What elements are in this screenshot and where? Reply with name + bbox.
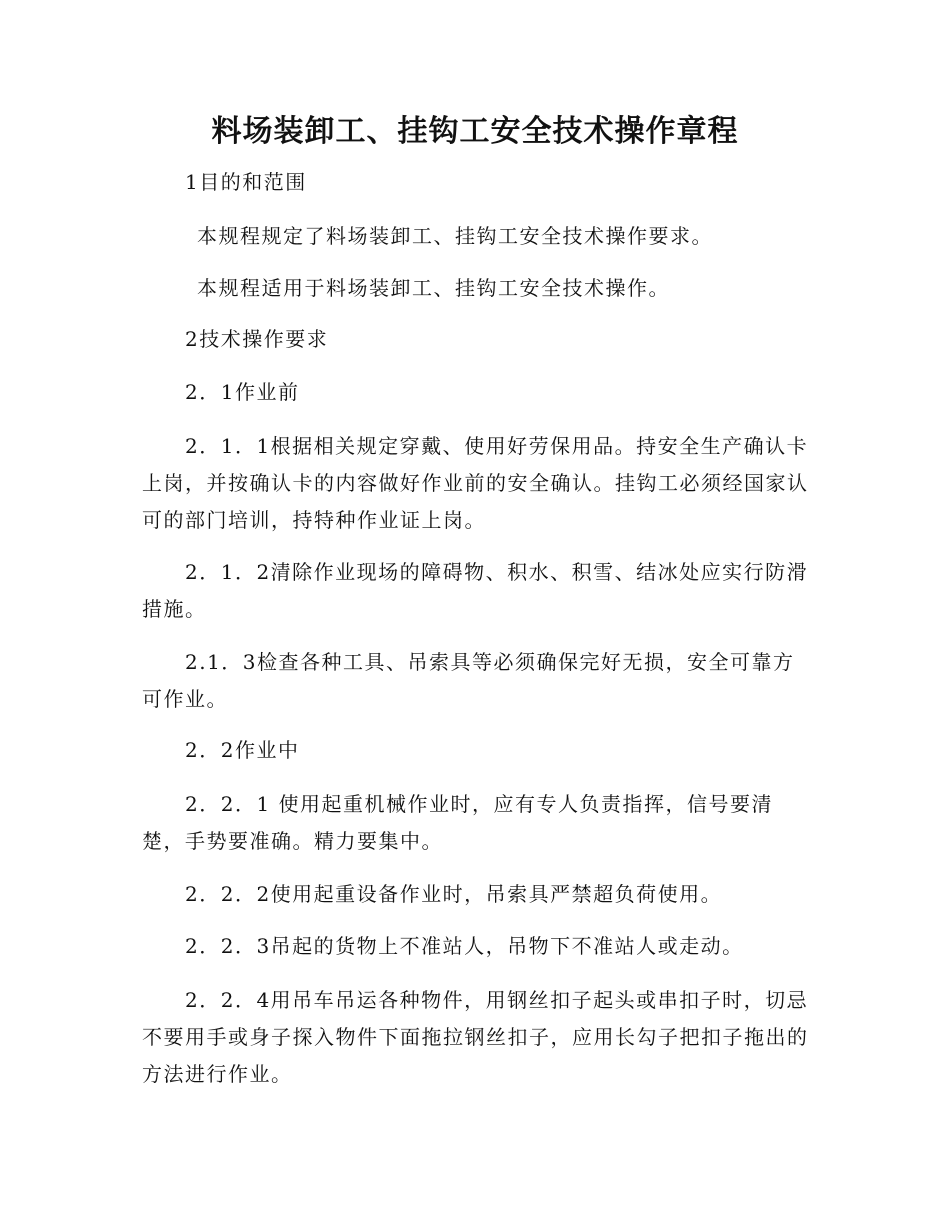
paragraph-2-1-1: 2．1．1根据相关规定穿戴、使用好劳保用品。持安全生产确认卡上岗，并按确认卡的内容做好作业前的安全确认。挂钩工必须经国家认可的部门培训，持特种作业证上岗。 (142, 434, 809, 532)
section-heading-requirements: 2技术操作要求 (185, 327, 329, 351)
subsection-heading-during-work: 2．2作业中 (185, 738, 300, 762)
paragraph-2-1-2: 2．1．2清除作业现场的障碍物、积水、积雪、结冰处应实行防滑措施。 (142, 560, 809, 621)
paragraph-scope-1: 本规程规定了料场装卸工、挂钩工安全技术操作要求。 (197, 224, 713, 248)
paragraph-2-2-1: 2．2．1 使用起重机械作业时，应有专人负责指挥，信号要清楚，手势要准确。精力要集中。 (142, 792, 774, 853)
paragraph-2-2-2: 2．2．2使用起重设备作业时，吊索具严禁超负荷使用。 (185, 882, 723, 906)
paragraph-2-2-3: 2．2．3吊起的货物上不准站人，吊物下不准站人或走动。 (185, 934, 744, 958)
document-title: 料场装卸工、挂钩工安全技术操作章程 (211, 114, 739, 149)
paragraph-2-2-4: 2．2．4用吊车吊运各种物件，用钢丝扣子起头或串扣子时，切忌不要用手或身子探入物件下面拖拉钢丝扣子，应用长勾子把扣子拖出的方法进行作业。 (142, 988, 809, 1086)
paragraph-scope-2: 本规程适用于料场装卸工、挂钩工安全技术操作。 (197, 276, 670, 300)
section-heading-scope: 1目的和范围 (185, 170, 307, 194)
subsection-heading-before-work: 2．1作业前 (185, 380, 300, 404)
paragraph-2-1-3: 2.1．3检查各种工具、吊索具等必须确保完好无损，安全可靠方可作业。 (142, 650, 795, 711)
